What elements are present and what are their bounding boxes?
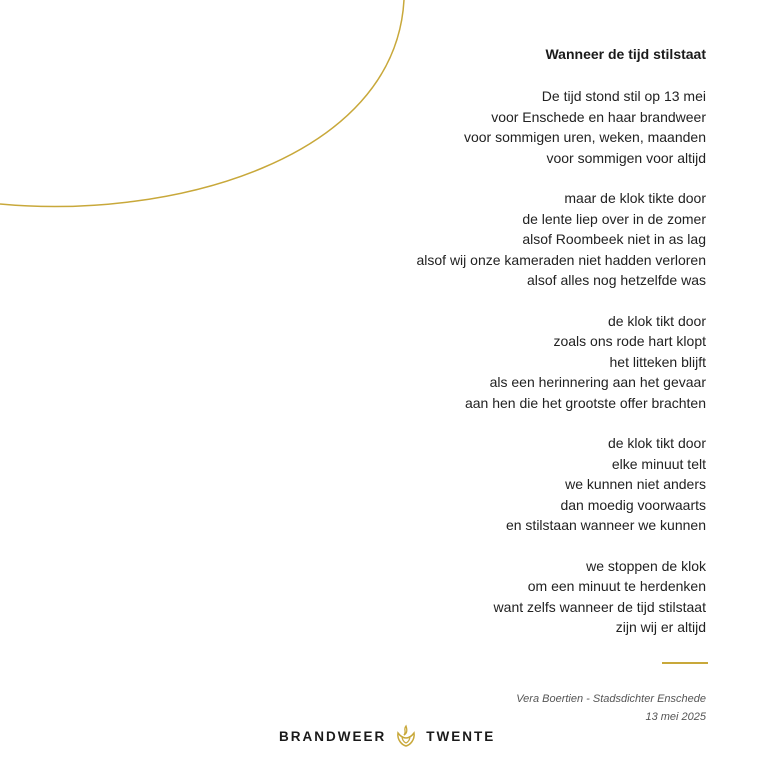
poem-line: we kunnen niet anders — [565, 476, 706, 492]
poem-line: het litteken blijft — [609, 353, 706, 370]
poem-line: en stilstaan wanneer we kunnen — [505, 517, 706, 533]
poem-line: de klok tikt door — [607, 312, 706, 329]
divider-rule — [662, 662, 708, 664]
poem-line: aan hen die het grootste offer brachten — [464, 394, 706, 411]
poem-line: als een herinnering aan het gevaar — [489, 374, 706, 390]
poem-line: we stoppen de klok — [586, 557, 706, 574]
logo-text-right: TWENTE — [426, 728, 496, 744]
stanza-4 — [286, 433, 706, 536]
poem-line: om een minuut te herdenken — [527, 578, 706, 594]
signature-author: Vera Boertien - Stadsdichter Enschede — [516, 693, 706, 705]
logo-text-left: BRANDWEER — [279, 728, 387, 744]
poem-line: alsof wij onze kameraden niet hadden verloren — [416, 251, 706, 268]
poem-line: voor sommigen voor altijd — [546, 149, 706, 166]
poem-line: voor sommigen uren, weken, maanden — [463, 129, 706, 145]
brandweer-emblem-icon — [394, 724, 418, 748]
poem-line: alsof Roombeek niet in as lag — [522, 231, 706, 247]
poem-line: dan moedig voorwaarts — [560, 496, 706, 513]
stanza-5 — [286, 556, 706, 638]
poem-line: De tijd stond stil op 13 mei — [541, 88, 706, 104]
poem-line: voor Enschede en haar brandweer — [491, 108, 706, 125]
signature-date: 13 mei 2025 — [645, 711, 706, 723]
stanza-3 — [286, 311, 706, 414]
poem-line: maar de klok tikte door — [564, 190, 706, 206]
stanza-2 — [286, 188, 706, 291]
signature — [516, 690, 706, 726]
stanza-1 — [286, 86, 706, 168]
poem-title: Wanneer de tijd stilstaat — [545, 46, 706, 62]
poem-line: zoals ons rode hart klopt — [553, 333, 706, 349]
poem — [286, 44, 706, 658]
poem-line: want zelfs wanneer de tijd stilstaat — [493, 598, 706, 615]
poem-line: zijn wij er altijd — [615, 619, 706, 635]
poem-line: de lente liep over in de zomer — [522, 210, 706, 227]
poem-line: alsof alles nog hetzelfde was — [527, 272, 706, 288]
poem-line: de klok tikt door — [607, 435, 706, 451]
poem-line: elke minuut telt — [611, 455, 706, 472]
brandweer-twente-logo — [279, 724, 495, 748]
